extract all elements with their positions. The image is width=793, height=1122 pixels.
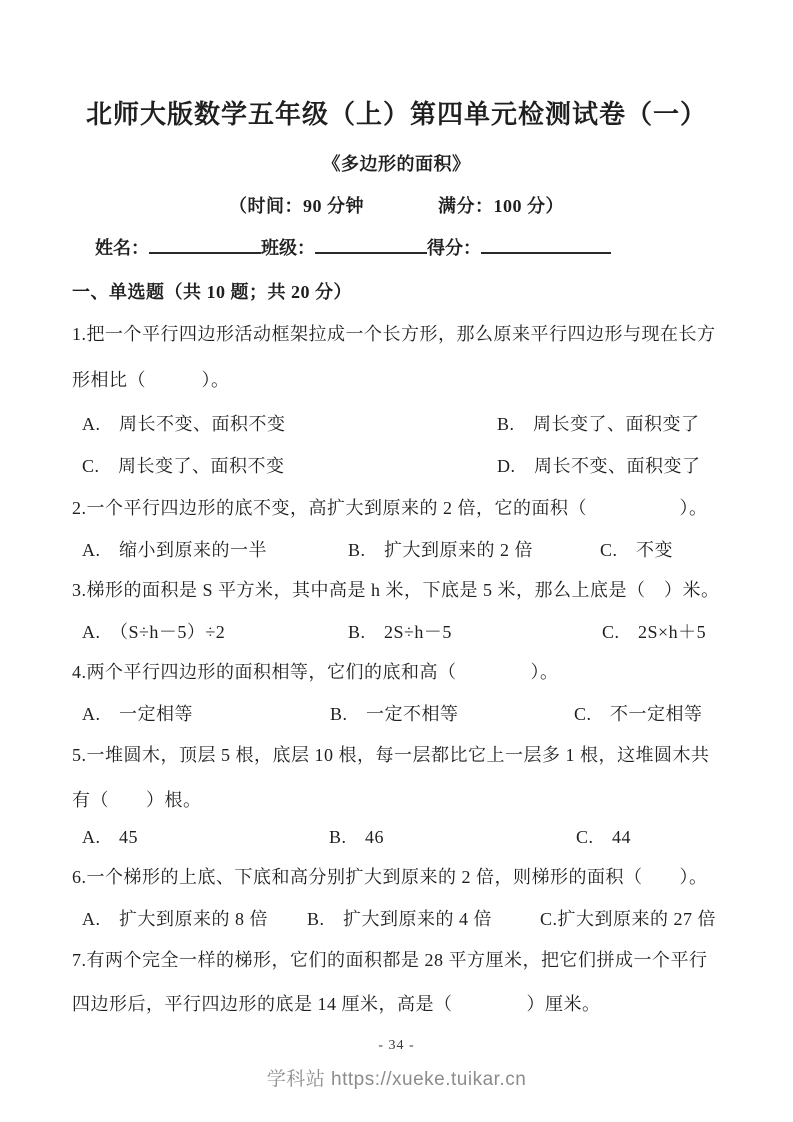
question-4-line-1: 4.两个平行四边形的面积相等，它们的底和高（ ）。 (72, 662, 559, 682)
question-6-option-b: B. 扩大到原来的 4 倍 (307, 909, 493, 929)
question-7-line-2: 四边形后，平行四边形的底是 14 厘米，高是（ ）厘米。 (72, 994, 601, 1014)
question-5-option-b: B. 46 (329, 827, 385, 847)
question-1-line-2: 形相比（ ）。 (72, 370, 230, 390)
question-2-option-c: C. 不变 (600, 540, 674, 560)
name-blank-line (149, 233, 261, 254)
question-1-line-1: 1.把一个平行四边形活动框架拉成一个长方形，那么原来平行四边形与现在长方 (72, 324, 716, 344)
question-7-line-1: 7.有两个完全一样的梯形，它们的面积都是 28 平方厘米，把它们拼成一个平行 (72, 950, 708, 970)
question-6-option-a: A. 扩大到原来的 8 倍 (82, 909, 268, 929)
question-6-option-c: C.扩大到原来的 27 倍 (540, 909, 717, 929)
question-1-option-d: D. 周长不变、面积变了 (497, 456, 701, 476)
question-2-line-1: 2.一个平行四边形的底不变，高扩大到原来的 2 倍，它的面积（ ）。 (72, 498, 708, 518)
page-title: 北师大版数学五年级（上）第四单元检测试卷（一） (85, 100, 707, 129)
question-4-options-row (0, 702, 793, 728)
question-5-line-2: 有（ ）根。 (72, 790, 202, 810)
time-score-meta-line: （时间：90 分钟 满分：100 分） (229, 196, 564, 216)
question-3-options-row (0, 620, 793, 646)
name-label: 姓名： (95, 238, 149, 258)
question-5-option-c: C. 44 (576, 827, 632, 847)
question-3-option-a: A. （S÷h－5）÷2 (82, 622, 226, 642)
paper-subtitle: 《多边形的面积》 (322, 154, 471, 174)
class-blank-line (315, 233, 427, 254)
question-2-option-b: B. 扩大到原来的 2 倍 (348, 540, 534, 560)
question-1-options-row-2 (0, 454, 793, 480)
question-4-option-b: B. 一定不相等 (330, 704, 459, 724)
section-heading-single-choice: 一、单选题（共 10 题；共 20 分） (72, 282, 352, 302)
student-info-row (95, 233, 611, 261)
question-1-option-a: A. 周长不变、面积不变 (82, 414, 286, 434)
score-blank-line (481, 233, 611, 254)
question-4-option-a: A. 一定相等 (82, 704, 193, 724)
question-3-line-1: 3.梯形的面积是 S 平方米，其中高是 h 米，下底是 5 米，那么上底是（ ）米。 (72, 580, 720, 600)
page-number: - 34 - (378, 1038, 415, 1053)
question-5-line-1: 5.一堆圆木，顶层 5 根，底层 10 根，每一层都比它上一层多 1 根，这堆圆木共 (72, 745, 710, 765)
question-6-options-row (0, 907, 793, 933)
question-6-line-1: 6.一个梯形的上底、下底和高分别扩大到原来的 2 倍，则梯形的面积（ ）。 (72, 867, 708, 887)
question-3-option-c: C. 2S×h＋5 (602, 622, 707, 642)
question-5-options-row (0, 825, 793, 851)
question-5-option-a: A. 45 (82, 827, 138, 847)
question-3-option-b: B. 2S÷h－5 (348, 622, 452, 642)
watermark-site-url: 学科站 https://xueke.tuikar.cn (266, 1069, 527, 1090)
question-4-option-c: C. 不一定相等 (574, 704, 703, 724)
score-label: 得分： (427, 238, 481, 258)
class-label: 班级： (261, 238, 315, 258)
question-1-option-c: C. 周长变了、面积不变 (82, 456, 285, 476)
question-2-options-row (0, 538, 793, 564)
question-2-option-a: A. 缩小到原来的一半 (82, 540, 267, 560)
question-1-options-row-1 (0, 412, 793, 438)
question-1-option-b: B. 周长变了、面积变了 (497, 414, 700, 434)
